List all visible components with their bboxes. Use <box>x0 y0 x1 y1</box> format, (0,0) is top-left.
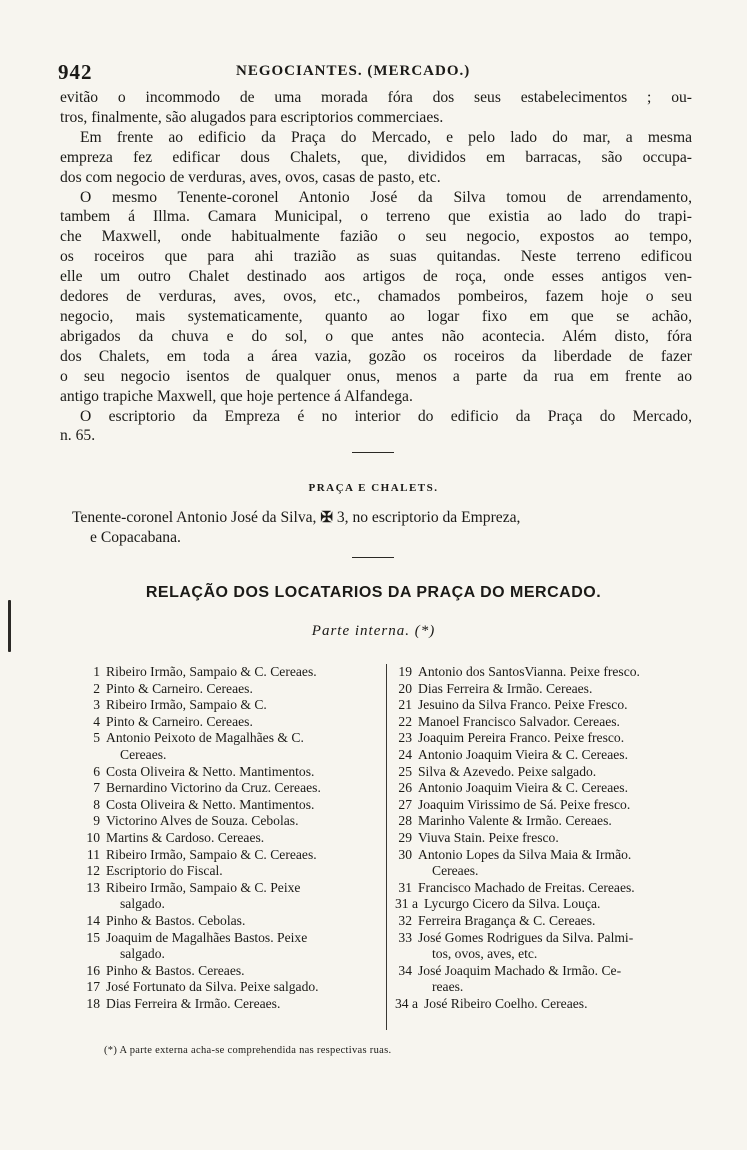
locatario-number: 27 <box>398 796 412 812</box>
locatario-entry <box>392 747 696 764</box>
locatario-text <box>106 930 382 963</box>
locatario-name: Manoel Francisco Salvador. Cereaes. <box>418 713 620 729</box>
locatario-number: 10 <box>86 829 100 845</box>
locatario-entry <box>80 664 382 681</box>
locatario-entry <box>392 847 696 880</box>
locatario-entry <box>392 930 696 963</box>
locatario-text <box>106 664 382 681</box>
locatario-number: 31 <box>398 879 412 895</box>
locatario-name: Costa Oliveira & Netto. Mantimentos. <box>106 763 315 779</box>
locatario-number: 32 <box>398 912 412 928</box>
locatario-number: 13 <box>86 879 100 895</box>
locatario-number: 15 <box>86 929 100 945</box>
locatario-text <box>418 913 696 930</box>
locatario-number: 20 <box>398 680 412 696</box>
locatario-text <box>418 764 696 781</box>
locatario-text <box>418 963 696 996</box>
locatario-entry <box>392 697 696 714</box>
column-divider <box>386 664 387 1030</box>
locatario-text <box>106 780 382 797</box>
locatario-name: Marinho Valente & Irmão. Cereaes. <box>418 813 612 829</box>
locatario-continuation: reaes. <box>432 979 464 995</box>
locatario-text <box>106 764 382 781</box>
locatario-text <box>106 863 382 880</box>
locatario-number: 1 <box>93 664 100 679</box>
locatario-entry <box>80 996 382 1013</box>
locatario-name: Jesuino da Silva Franco. Peixe Fresco. <box>418 697 628 713</box>
locatario-entry <box>392 764 696 781</box>
locatario-entry <box>392 714 696 731</box>
locatario-text <box>106 681 382 698</box>
locatario-name: Bernardino Victorino da Cruz. Cereaes. <box>106 780 321 796</box>
locatario-text <box>106 797 382 814</box>
locatario-text <box>418 664 696 681</box>
locatario-text <box>106 730 382 763</box>
locatario-name: Victorino Alves de Souza. Cebolas. <box>106 813 299 829</box>
body-line: O mesmo Tenente-coronel Antonio José da Silva tomou de arrendamento, <box>80 188 692 206</box>
locatario-name: Antonio Joaquim Vieira & C. Cereaes. <box>418 746 628 762</box>
locatario-number: 23 <box>398 730 412 746</box>
praca-text: 3, no escriptorio da Empreza, <box>336 509 521 526</box>
locatario-text <box>106 880 382 913</box>
locatario-text <box>418 714 696 731</box>
locatario-name: Antonio Peixoto de Magalhães & C. <box>106 730 304 746</box>
body-line: os roceiros que para ahi trazião as suas quitandas. Neste terreno edificou <box>60 248 692 266</box>
locatario-name: José Fortunato da Silva. Peixe salgado. <box>106 979 319 995</box>
section-divider <box>352 557 394 558</box>
locatario-text <box>418 880 696 897</box>
locatario-text <box>418 747 696 764</box>
locatario-name: Ribeiro Irmão, Sampaio & C. <box>106 697 267 713</box>
body-line: tros, finalmente, são alugados para escriptorios commerciaes. <box>60 108 444 126</box>
body-line: O escriptorio da Empreza é no interior do edificio da Praça do Mercado, <box>80 407 692 425</box>
locatario-text <box>418 830 696 847</box>
locatario-continuation: tos, ovos, aves, etc. <box>432 946 538 962</box>
locatario-entry <box>80 913 382 930</box>
locatario-number: 30 <box>398 846 412 862</box>
locatario-name: Martins & Cardoso. Cereaes. <box>106 829 265 845</box>
locatario-name: Francisco Machado de Freitas. Cereaes. <box>418 879 635 895</box>
locatario-number: 33 <box>398 929 412 945</box>
locatario-entry <box>392 813 696 830</box>
locatario-number: 5 <box>93 730 100 746</box>
body-line: Em frente ao edificio da Praça do Mercado, e pelo lado do mar, a mesma <box>80 128 692 146</box>
locatario-continuation: salgado. <box>120 946 165 962</box>
locatario-entry <box>80 797 382 814</box>
locatario-entry <box>392 996 696 1013</box>
locatario-entry <box>392 896 696 913</box>
locatario-entry <box>80 880 382 913</box>
locatario-text <box>418 681 696 698</box>
locatario-entry <box>80 697 382 714</box>
locatario-entry <box>80 863 382 880</box>
locatario-number: 7 <box>93 780 100 796</box>
locatario-number: 25 <box>398 763 412 779</box>
body-line: n. 65. <box>60 427 96 445</box>
body-line: che Maxwell, onde habitualmente fazião o seu negocio, expostos ao tempo, <box>60 228 692 246</box>
body-line: empreza fez edificar dous Chalets, que, divididos em barracas, são occupa- <box>60 148 692 166</box>
locatarios-left-column <box>80 664 382 1012</box>
footnote: (*) A parte externa acha-se comprehendida nas respectivas ruas. <box>104 1045 392 1056</box>
locatario-name: Silva & Azevedo. Peixe salgado. <box>418 763 597 779</box>
locatario-name: Ribeiro Irmão, Sampaio & C. Cereaes. <box>106 846 317 862</box>
locatario-entry <box>80 730 382 763</box>
locatario-entry <box>392 880 696 897</box>
locatario-name: Antonio Lopes da Silva Maia & Irmão. <box>418 846 632 862</box>
locatario-name: Joaquim Virissimo de Sá. Peixe fresco. <box>418 796 631 812</box>
locatario-text <box>106 979 382 996</box>
locatario-text <box>106 830 382 847</box>
locatario-entry <box>80 847 382 864</box>
locatario-name: Pinto & Carneiro. Cereaes. <box>106 680 253 696</box>
locatario-name: Pinto & Carneiro. Cereaes. <box>106 713 253 729</box>
locatario-entry <box>80 764 382 781</box>
locatario-name: José Ribeiro Coelho. Cereaes. <box>424 995 588 1011</box>
locatario-number: 24 <box>398 746 412 762</box>
praca-line <box>72 508 692 528</box>
maltese-cross-icon: ✠ <box>320 510 333 526</box>
locatario-continuation: Cereaes. <box>432 863 479 879</box>
locatario-number: 9 <box>93 813 100 829</box>
locatario-entry <box>392 780 696 797</box>
locatario-number: 8 <box>93 796 100 812</box>
locatario-name: Ribeiro Irmão, Sampaio & C. Peixe <box>106 879 301 895</box>
locatario-number: 4 <box>93 713 100 729</box>
locatario-entry <box>392 963 696 996</box>
locatario-name: Ribeiro Irmão, Sampaio & C. Cereaes. <box>106 664 317 679</box>
locatario-name: Lycurgo Cicero da Silva. Louça. <box>424 896 601 912</box>
locatario-continuation: salgado. <box>120 896 165 912</box>
locatario-entry <box>80 813 382 830</box>
locatario-name: Escriptorio do Fiscal. <box>106 863 223 879</box>
locatario-name: Joaquim Pereira Franco. Peixe fresco. <box>418 730 625 746</box>
locatario-number: 6 <box>93 763 100 779</box>
locatario-text <box>418 697 696 714</box>
locatario-entry <box>80 963 382 980</box>
body-line: dedores de verduras, aves, ovos, etc., chamados pombeiros, fazem hoje o seu <box>60 288 692 306</box>
locatario-continuation: Cereaes. <box>120 746 167 762</box>
locatario-number: 22 <box>398 713 412 729</box>
body-line: o seu negocio isentos de qualquer onus, menos a parte da rua em frente ao <box>60 367 692 385</box>
locatario-entry <box>80 930 382 963</box>
locatario-number: 29 <box>398 829 412 845</box>
relacao-title: RELAÇÃO DOS LOCATARIOS DA PRAÇA DO MERCADO. <box>145 584 602 601</box>
locatario-text <box>418 847 696 880</box>
locatario-number: 12 <box>86 863 100 879</box>
praca-line-2: e Copacabana. <box>90 529 181 546</box>
body-line: antigo trapiche Maxwell, que hoje pertence á Alfandega. <box>60 387 413 405</box>
locatario-name: Pinho & Bastos. Cebolas. <box>106 912 246 928</box>
locatario-entry <box>80 979 382 996</box>
locatario-text <box>424 896 696 913</box>
locatario-text <box>106 847 382 864</box>
body-line: dos Chalets, em toda a área vazia, gozão os roceiros da liberdade de fazer <box>60 347 692 365</box>
locatario-entry <box>80 681 382 698</box>
locatario-text <box>106 996 382 1013</box>
locatario-text <box>418 730 696 747</box>
praca-section-title: PRAÇA E CHALETS. <box>308 482 439 494</box>
locatario-name: Ferreira Bragança & C. Cereaes. <box>418 912 596 928</box>
locatarios-right-column <box>392 664 696 1012</box>
locatario-number: 19 <box>398 664 412 679</box>
page-header <box>58 60 698 84</box>
locatario-number: 18 <box>86 995 100 1011</box>
locatario-entry <box>80 780 382 797</box>
body-line: dos com negocio de verduras, aves, ovos, casas de pasto, etc. <box>60 168 441 186</box>
locatario-name: Dias Ferreira & Irmão. Cereaes. <box>418 680 593 696</box>
locatario-text <box>106 714 382 731</box>
page-number: 942 <box>58 60 93 84</box>
locatario-number: 28 <box>398 813 412 829</box>
locatario-entry <box>392 830 696 847</box>
body-line: tambem á Illma. Camara Municipal, o terreno que existia ao lado do trapi- <box>60 208 692 226</box>
locatario-number: 11 <box>86 846 100 862</box>
praca-section-body <box>72 508 692 548</box>
locatario-number: 26 <box>398 780 412 796</box>
locatario-number: 2 <box>93 680 100 696</box>
locatario-text <box>106 963 382 980</box>
locatario-text <box>106 913 382 930</box>
locatario-text <box>106 813 382 830</box>
locatario-entry <box>392 797 696 814</box>
locatario-name: Antonio Joaquim Vieira & C. Cereaes. <box>418 780 628 796</box>
locatario-entry <box>80 714 382 731</box>
locatario-name: Viuva Stain. Peixe fresco. <box>418 829 559 845</box>
locatario-name: Antonio dos SantosVianna. Peixe fresco. <box>418 664 640 679</box>
section-divider <box>352 452 394 453</box>
locatario-number: 16 <box>86 962 100 978</box>
locatario-number: 34 <box>398 962 412 978</box>
locatario-number: 17 <box>86 979 100 995</box>
relacao-subtitle: Parte interna. (*) <box>311 623 436 639</box>
locatario-text <box>424 996 696 1013</box>
locatario-name: José Gomes Rodrigues da Silva. Palmi- <box>418 929 634 945</box>
locatario-entry <box>392 730 696 747</box>
body-line: negocio, mais systematicamente, quanto ao logar fixo em que se achão, <box>60 307 692 325</box>
body-line: elle um outro Chalet destinado aos artigos de roça, onde esses antigos ven- <box>60 268 692 286</box>
locatario-entry <box>392 681 696 698</box>
body-line: evitão o incommodo de uma morada fóra dos seus estabelecimentos ; ou- <box>60 89 692 106</box>
praca-text: Tenente-coronel Antonio José da Silva, <box>72 509 317 526</box>
locatario-number: 21 <box>398 697 412 713</box>
locatario-name: Joaquim de Magalhães Bastos. Peixe <box>106 929 308 945</box>
locatario-text <box>418 780 696 797</box>
locatario-number: 31 a <box>394 896 418 912</box>
locatario-text <box>418 813 696 830</box>
running-head: NEGOCIANTES. (MERCADO.) <box>236 63 471 79</box>
locatario-text <box>106 697 382 714</box>
locatario-entry <box>392 664 696 681</box>
body-line: abrigados da chuva e do sol, o que antes não acontecia. Além disto, fóra <box>60 327 692 345</box>
locatario-entry <box>80 830 382 847</box>
locatario-text <box>418 930 696 963</box>
locatario-name: Pinho & Bastos. Cereaes. <box>106 962 245 978</box>
locatario-number: 34 a <box>394 995 418 1011</box>
locatario-text <box>418 797 696 814</box>
body-text <box>60 88 692 446</box>
locatario-number: 14 <box>86 912 100 928</box>
locatario-name: Costa Oliveira & Netto. Mantimentos. <box>106 796 315 812</box>
locatario-number: 3 <box>93 697 100 713</box>
locatario-entry <box>392 913 696 930</box>
locatario-name: José Joaquim Machado & Irmão. Ce- <box>418 962 622 978</box>
locatario-name: Dias Ferreira & Irmão. Cereaes. <box>106 995 281 1011</box>
